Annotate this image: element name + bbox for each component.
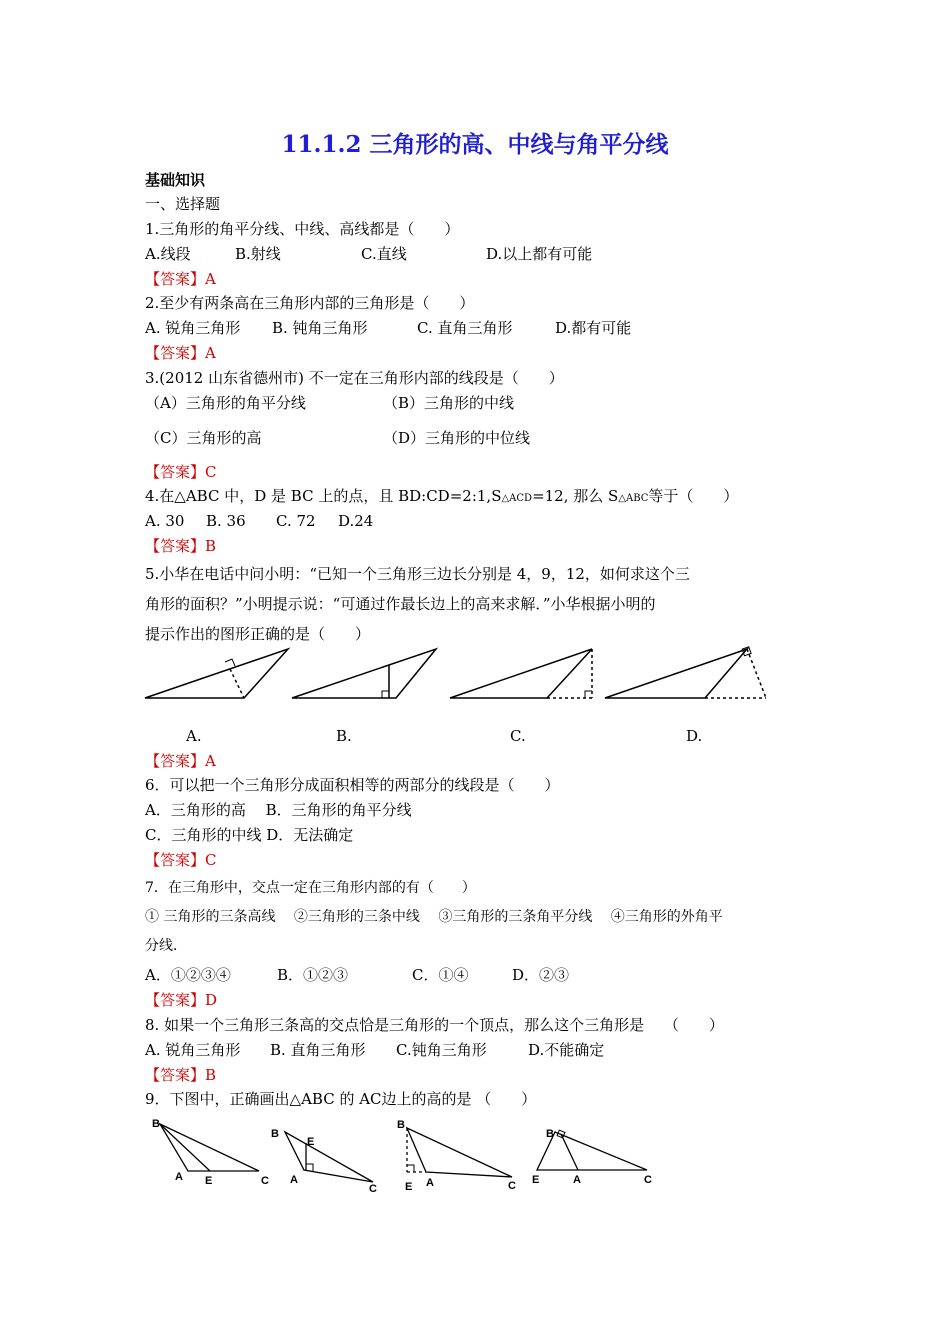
part-heading: 一、选择题 xyxy=(145,195,221,213)
q8-option-b: B. 直角三角形 xyxy=(270,1041,366,1059)
q2-option-c: C. 直角三角形 xyxy=(417,319,513,337)
q8-option-c: C.钝角三角形 xyxy=(396,1041,487,1059)
q7-stem: 7．在三角形中，交点一定在三角形内部的有（ ） xyxy=(145,880,476,896)
q9-fig3-label-b: B xyxy=(397,1119,405,1131)
q2-option-b: B. 钝角三角形 xyxy=(272,319,368,337)
q9-figure-3 xyxy=(407,1128,512,1177)
q6-answer: 【答案】C xyxy=(145,851,217,869)
q5-figure-b xyxy=(292,649,436,698)
q5-label-a: A. xyxy=(186,727,202,745)
q9-fig1-label-c: C xyxy=(261,1175,269,1187)
q5-stem-line1: 5.小华在电话中问小明：“已知一个三角形三边长分别是 4，9，12，如何求这个三 xyxy=(145,565,690,583)
q7-option-b: B．①②③ xyxy=(277,966,349,984)
q5-label-b: B. xyxy=(336,727,352,745)
q1-option-b: B.射线 xyxy=(235,245,281,263)
q3-option-d: （D）三角形的中位线 xyxy=(383,429,531,447)
q7-line3: 分线． xyxy=(145,938,187,954)
q1-option-a: A.线段 xyxy=(145,245,191,263)
q7-option-a: A．①②③④ xyxy=(145,966,231,984)
q5-stem-line2: 角形的面积？”小明提示说：“可通过作最长边上的高来求解．”小华根据小明的 xyxy=(145,595,656,613)
q5-stem-line3: 提示作出的图形正确的是（ ） xyxy=(145,625,371,643)
q4-option-c: C. 72 xyxy=(276,512,316,530)
q3-option-c: （C）三角形的高 xyxy=(145,429,262,447)
q9-fig4-label-b: B xyxy=(546,1128,554,1140)
q9-figure-1 xyxy=(160,1124,259,1171)
q8-option-d: D.不能确定 xyxy=(528,1041,605,1059)
q4-stem: 4.在△ABC 中，D 是 BC 上的点，且 BD:CD=2:1,S△ACD=12, 那么 S△ABC等于（ ） xyxy=(145,487,739,505)
q3-answer: 【答案】C xyxy=(145,463,217,481)
q7-option-d: D．②③ xyxy=(512,966,570,984)
q5-figure-a xyxy=(145,649,288,698)
q3-option-b: （B）三角形的中线 xyxy=(383,394,515,412)
q3-option-a: （A）三角形的角平分线 xyxy=(145,394,306,412)
q4-answer: 【答案】B xyxy=(145,537,217,555)
q9-fig4-label-a: A xyxy=(573,1174,581,1186)
q9-figures xyxy=(140,1112,680,1195)
q9-stem: 9．下图中，正确画出△ABC 的 AC边上的高的是 （ ） xyxy=(145,1090,537,1108)
q6-options-line2: C．三角形的中线 D．无法确定 xyxy=(145,826,354,844)
q9-fig1-label-a: A xyxy=(175,1171,183,1183)
q2-option-d: D.都有可能 xyxy=(555,319,632,337)
q1-stem: 1.三角形的角平分线、中线、高线都是（ ） xyxy=(145,220,460,238)
q5-label-c: C. xyxy=(510,727,526,745)
q5-answer: 【答案】A xyxy=(145,752,216,770)
q4-option-d: D.24 xyxy=(338,512,374,530)
q8-answer: 【答案】B xyxy=(145,1066,217,1084)
q9-fig3-label-c: C xyxy=(508,1180,516,1192)
q9-fig1-label-e: E xyxy=(205,1175,213,1187)
page-title: 11.1.2 三角形的高、中线与角平分线 xyxy=(281,131,669,158)
q7-answer: 【答案】D xyxy=(145,991,218,1009)
q5-figure-c xyxy=(450,649,592,698)
q9-figure-2 xyxy=(285,1132,373,1182)
q2-answer: 【答案】A xyxy=(145,344,216,362)
q1-option-c: C.直线 xyxy=(361,245,407,263)
q7-option-c: C．①④ xyxy=(412,966,469,984)
q1-answer: 【答案】A xyxy=(145,270,216,288)
q9-fig2-label-a: A xyxy=(290,1174,298,1186)
q5-figures xyxy=(140,642,780,706)
section-heading: 基础知识 xyxy=(145,171,206,189)
q2-stem: 2.至少有两条高在三角形内部的三角形是（ ） xyxy=(145,294,475,312)
q1-option-d: D.以上都有可能 xyxy=(486,245,593,263)
q7-line2: ① 三角形的三条高线 ②三角形的三条中线 ③三角形的三条角平分线 ④三角形的外角平 xyxy=(145,909,723,925)
q6-stem: 6．可以把一个三角形分成面积相等的两部分的线段是（ ） xyxy=(145,776,560,794)
q9-fig2-label-e: E xyxy=(307,1136,315,1148)
q9-fig3-label-a: A xyxy=(426,1177,434,1189)
q9-fig4-label-e: E xyxy=(532,1174,540,1186)
q8-option-a: A. 锐角三角形 xyxy=(145,1041,241,1059)
q9-fig3-label-e: E xyxy=(405,1181,413,1193)
q9-fig4-label-c: C xyxy=(644,1174,652,1186)
q4-option-a: A. 30 xyxy=(145,512,185,530)
q9-fig2-label-b: B xyxy=(271,1128,279,1140)
q9-fig2-label-c: C xyxy=(369,1183,377,1195)
q8-stem: 8. 如果一个三角形三条高的交点恰是三角形的一个顶点，那么这个三角形是 （ ） xyxy=(145,1016,724,1034)
q5-figure-d xyxy=(605,647,766,698)
q3-stem: 3.(2012 山东省德州市) 不一定在三角形内部的线段是（ ） xyxy=(145,369,564,387)
q6-options-line1: A．三角形的高 B．三角形的角平分线 xyxy=(145,801,412,819)
q5-label-d: D. xyxy=(686,727,703,745)
q9-fig1-label-b: B xyxy=(152,1118,160,1130)
q2-option-a: A. 锐角三角形 xyxy=(145,319,241,337)
q4-option-b: B. 36 xyxy=(206,512,246,530)
